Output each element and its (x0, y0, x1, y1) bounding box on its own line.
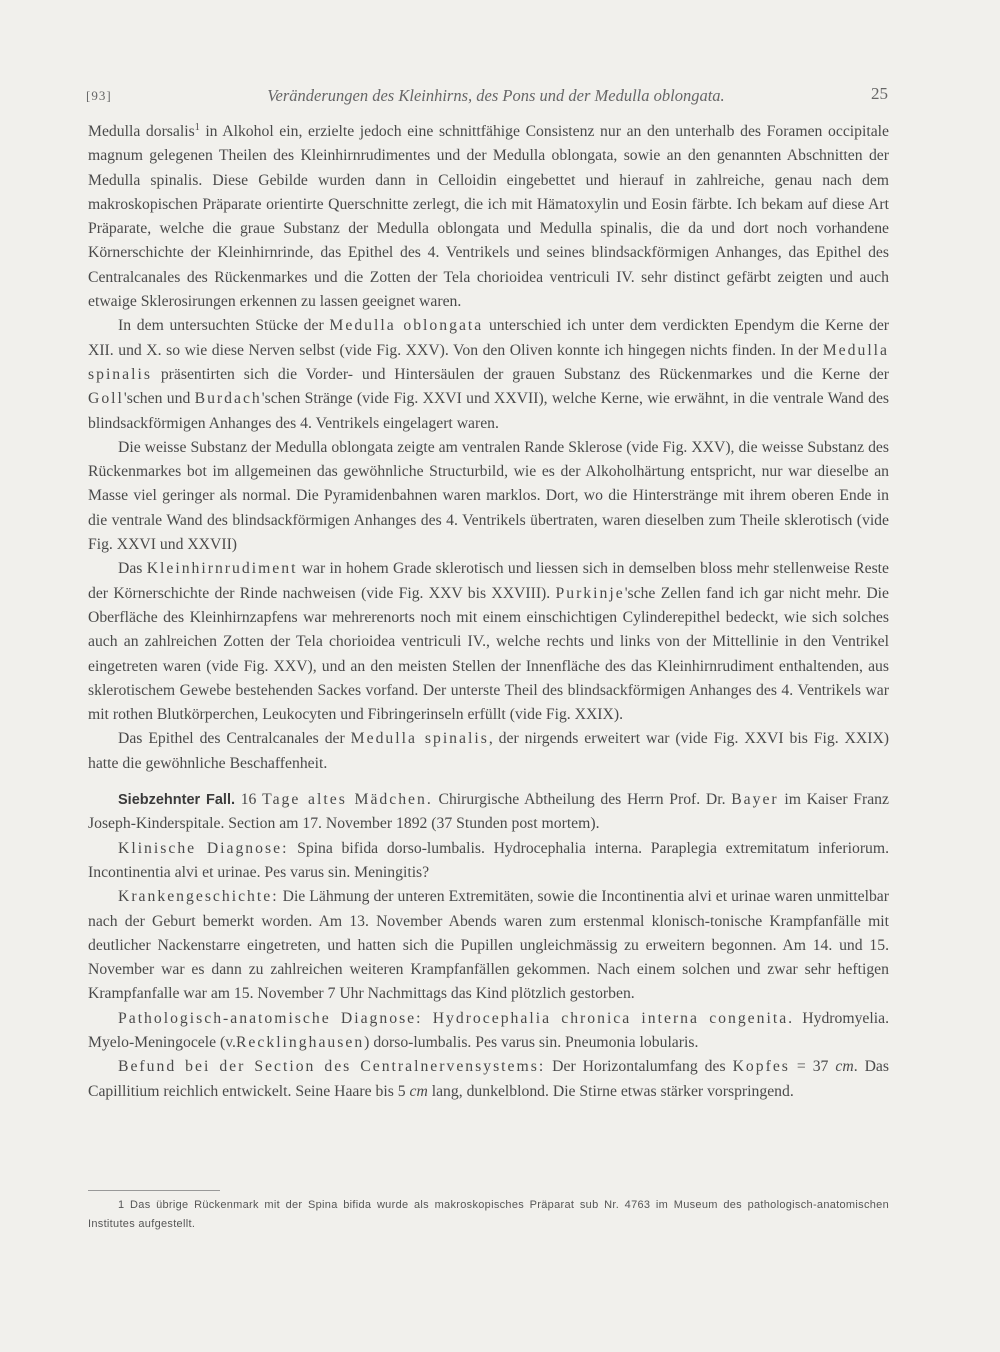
text-run: Das (118, 560, 147, 578)
spaced-term: Tage altes Mädchen. (262, 791, 433, 809)
spaced-name: Recklinghausen (235, 1033, 365, 1051)
text-run: . Das Capillitium reichlich entwickelt. Seine Haare bis 5 (88, 1058, 889, 1100)
footnote (88, 1196, 889, 1234)
footnote-divider (88, 1190, 220, 1191)
section-label: Krankengeschichte: (118, 888, 279, 906)
spaced-term: Kleinhirnrudiment (146, 560, 298, 578)
spaced-term: Medulla spinalis (350, 730, 489, 748)
footnote-text: Das übrige Rückenmark mit der Spina bifida wurde als makroskopisches Präparat sub Nr. 4763 im Museum des pathologisch-anatomischen Institutes aufgestellt. (88, 1199, 889, 1230)
text-run: im Kaiser Franz Joseph-Kinderspitale. Section am 17. November 1892 (37 Stunden post mortem). (88, 791, 889, 833)
header-page-marker: [93] (86, 88, 112, 103)
section-label: Klinische Diagnose: (118, 839, 289, 857)
spaced-name: Burdach (194, 390, 262, 408)
body-text (88, 120, 889, 1104)
paragraph (88, 1007, 889, 1056)
text-run: 16 (235, 791, 263, 809)
text-run: Chirurgische Abtheilung des Herrn Prof. Dr. (432, 791, 732, 809)
footnote-number: 1 (118, 1199, 125, 1211)
text-run: Medulla dorsalis (88, 123, 195, 140)
paragraph (88, 120, 889, 314)
page-number: 25 (871, 84, 888, 103)
section-label: Pathologisch-anatomische Diagnose: Hydrocephalia chronica interna congenita. (118, 1009, 795, 1027)
text-run: In dem untersuchten Stücke der (118, 317, 330, 335)
text-run: , der nirgends erweitert war (vide Fig. XXVI bis Fig. XXIX) hatte die gewöhnliche Beschaffenheit. (88, 730, 889, 772)
text-run: war in hohem Grade sklerotisch und liessen sich in demselben bloss mehr stellenweise Reste der Körnerschichte der Rinde nachweisen (vide Fig. XXV bis XXVIII). (88, 560, 889, 602)
footnote-marker: 1 (194, 121, 200, 133)
unit: cm (835, 1058, 854, 1076)
paragraph (88, 837, 889, 886)
paragraph: Die weisse Substanz der Medulla oblongata zeigte am ventralen Rande Sklerose (vide Fig. XXV), die weisse Substanz des Rückenmarkes bot im allgemeinen das gewöhnliche Structurbild, wie es der Alkoholhärtung entspricht, nur war dieselbe an Masse viel geringer als normal. Die Pyramidenbahnen waren marklos. Dort, wo die Hinterstränge mit ihrem oberen Ende in die ventrale Wand des blindsackförmigen Anhanges des 4. Ventrikels übertraten, waren dieselben zum Theile sklerotisch (vide Fig. XXVI und XXVII) (88, 438, 889, 554)
spaced-name: Goll (88, 390, 124, 408)
spaced-name: Purkinje (555, 584, 625, 602)
spaced-term: Medulla spinalis (88, 341, 889, 383)
paragraph (88, 314, 889, 435)
text-run: Das Epithel des Centralcanales der (118, 730, 351, 748)
text-run: präsentirten sich die Vorder- und Hintersäulen der grauen Substanz des Rückenmarkes und die Kerne der (151, 365, 889, 383)
text-run: Spina bifida dorso-lumbalis. Hydrocephalia interna. Paraplegia extremitatum inferiorum. Incontinentia alvi et urinae. Pes varus sin. Meningitis? (88, 839, 890, 881)
paragraph (88, 885, 889, 1006)
paragraph (88, 788, 889, 837)
text-run: Die Lähmung der unteren Extremitäten, sowie die Incontinentia alvi et urinae waren unmittelbar nach der Geburt bemerkt worden. Am 13. November Abends waren zum erstenmal klonisch-tonische Krampfanfälle mit deutlicher Nackenstarre eingetreten, und hatten sich die Pupillen ungleichmässig zu erweitern begonnen. Am 14. und 15. November war es dann zu zahlreichen weiteren Krampfanfällen gekommen. Nach einem solchen und zwar sehr heftigen Krampfanfalle war am 15. November 7 Uhr Nachmittags das Kind plötzlich gestorben. (88, 888, 889, 1003)
spaced-term: Medulla oblongata (329, 317, 484, 335)
text-run: 'sche Zellen fand ich gar nicht mehr. Die Oberfläche des Kleinhirnzapfens war mehrerenorts noch mit einem einschichtigen Cylinderepithel bedeckt, wie sich solches auch an zahlreichen Zotten der Tela chorioidea ventriculi IV., welche rechts und links von der Mittellinie in den Ventrikel eingetreten waren (vide Fig. XXV), und an den meisten Stellen der Innenfläche des das Kleinhirnrudiment enthaltenden, aus sklerotischem Gewebe bestehenden Sackes vorfand. Der unterste Theil des blindsackförmigen Anhanges des 4. Ventrikels war mit rothen Blutkörperchen, Leukocyten und Fibringerinseln erfüllt (vide Fig. XXIX). (88, 584, 889, 724)
text-run: ) dorso-lumbalis. Pes varus sin. Pneumonia lobularis. (364, 1033, 699, 1051)
paragraph (88, 557, 889, 727)
text-run: 'schen und (123, 390, 195, 408)
text-run: Hydromyelia. Myelo-Meningocele (v. (88, 1009, 889, 1051)
header-title: Veränderungen des Kleinhirns, des Pons und der Medulla oblongata. (267, 86, 725, 105)
text-run: 'schen Stränge (vide Fig. XXVI und XXVII), welche Kerne, wie erwähnt, in die ventrale Wand des blindsackförmigen Anhanges des 4. Ventrikels eingelagert waren. (88, 390, 890, 432)
spaced-name: Bayer (731, 791, 779, 809)
case-heading: Siebzehnter Fall. (118, 792, 235, 809)
unit: cm (409, 1082, 428, 1100)
paragraph (88, 1055, 889, 1104)
text-run: Der Horizontalumfang des (545, 1058, 733, 1076)
text-run: = 37 (789, 1058, 836, 1076)
section-label: Befund bei der Section des Centralnervensystems: (118, 1058, 546, 1076)
paragraph (88, 727, 889, 776)
running-header (86, 86, 906, 110)
text-run: lang, dunkelblond. Die Stirne etwas stärker vorspringend. (427, 1082, 794, 1100)
text-run: in Alkohol ein, erzielte jedoch eine schnittfähige Consistenz nur an den unterhalb des Foramen occipitale magnum gelegenen Theilen des Kleinhirnrudimentes und der Medulla oblongata, sowie an den genannten Abschnitten der Medulla spinalis. Diese Gebilde wurden dann in Celloidin eingebettet und hierauf in zahlreiche, genau nach dem makroskopischen Präparate orientirte Querschnitte zerlegt, die ich mit Hämatoxylin und Eosin färbte. Ich bekam auf diese Art Präparate, welche die graue Substanz der Medulla oblongata und Medulla spinalis, die da und dort noch vorhandene Körnerschichte der Kleinhirnrinde, das Epithel des 4. Ventrikels und seines blindsackförmigen Anhanges, das Epithel des Centralcanales des Rückenmarkes und die Zotten der Tela chorioidea ventriculi IV. sehr distinct gefärbt zeigten und auch etwaige Sklerosirungen erkennen zu lassen geeignet waren. (88, 123, 889, 311)
spaced-term: Kopfes (732, 1058, 790, 1076)
text-run: unterschied ich unter dem verdickten Ependym die Kerne der XII. und X. so wie diese Nerven selbst (vide Fig. XXV). Von den Oliven konnte ich hingegen nichts finden. In der (88, 317, 890, 359)
